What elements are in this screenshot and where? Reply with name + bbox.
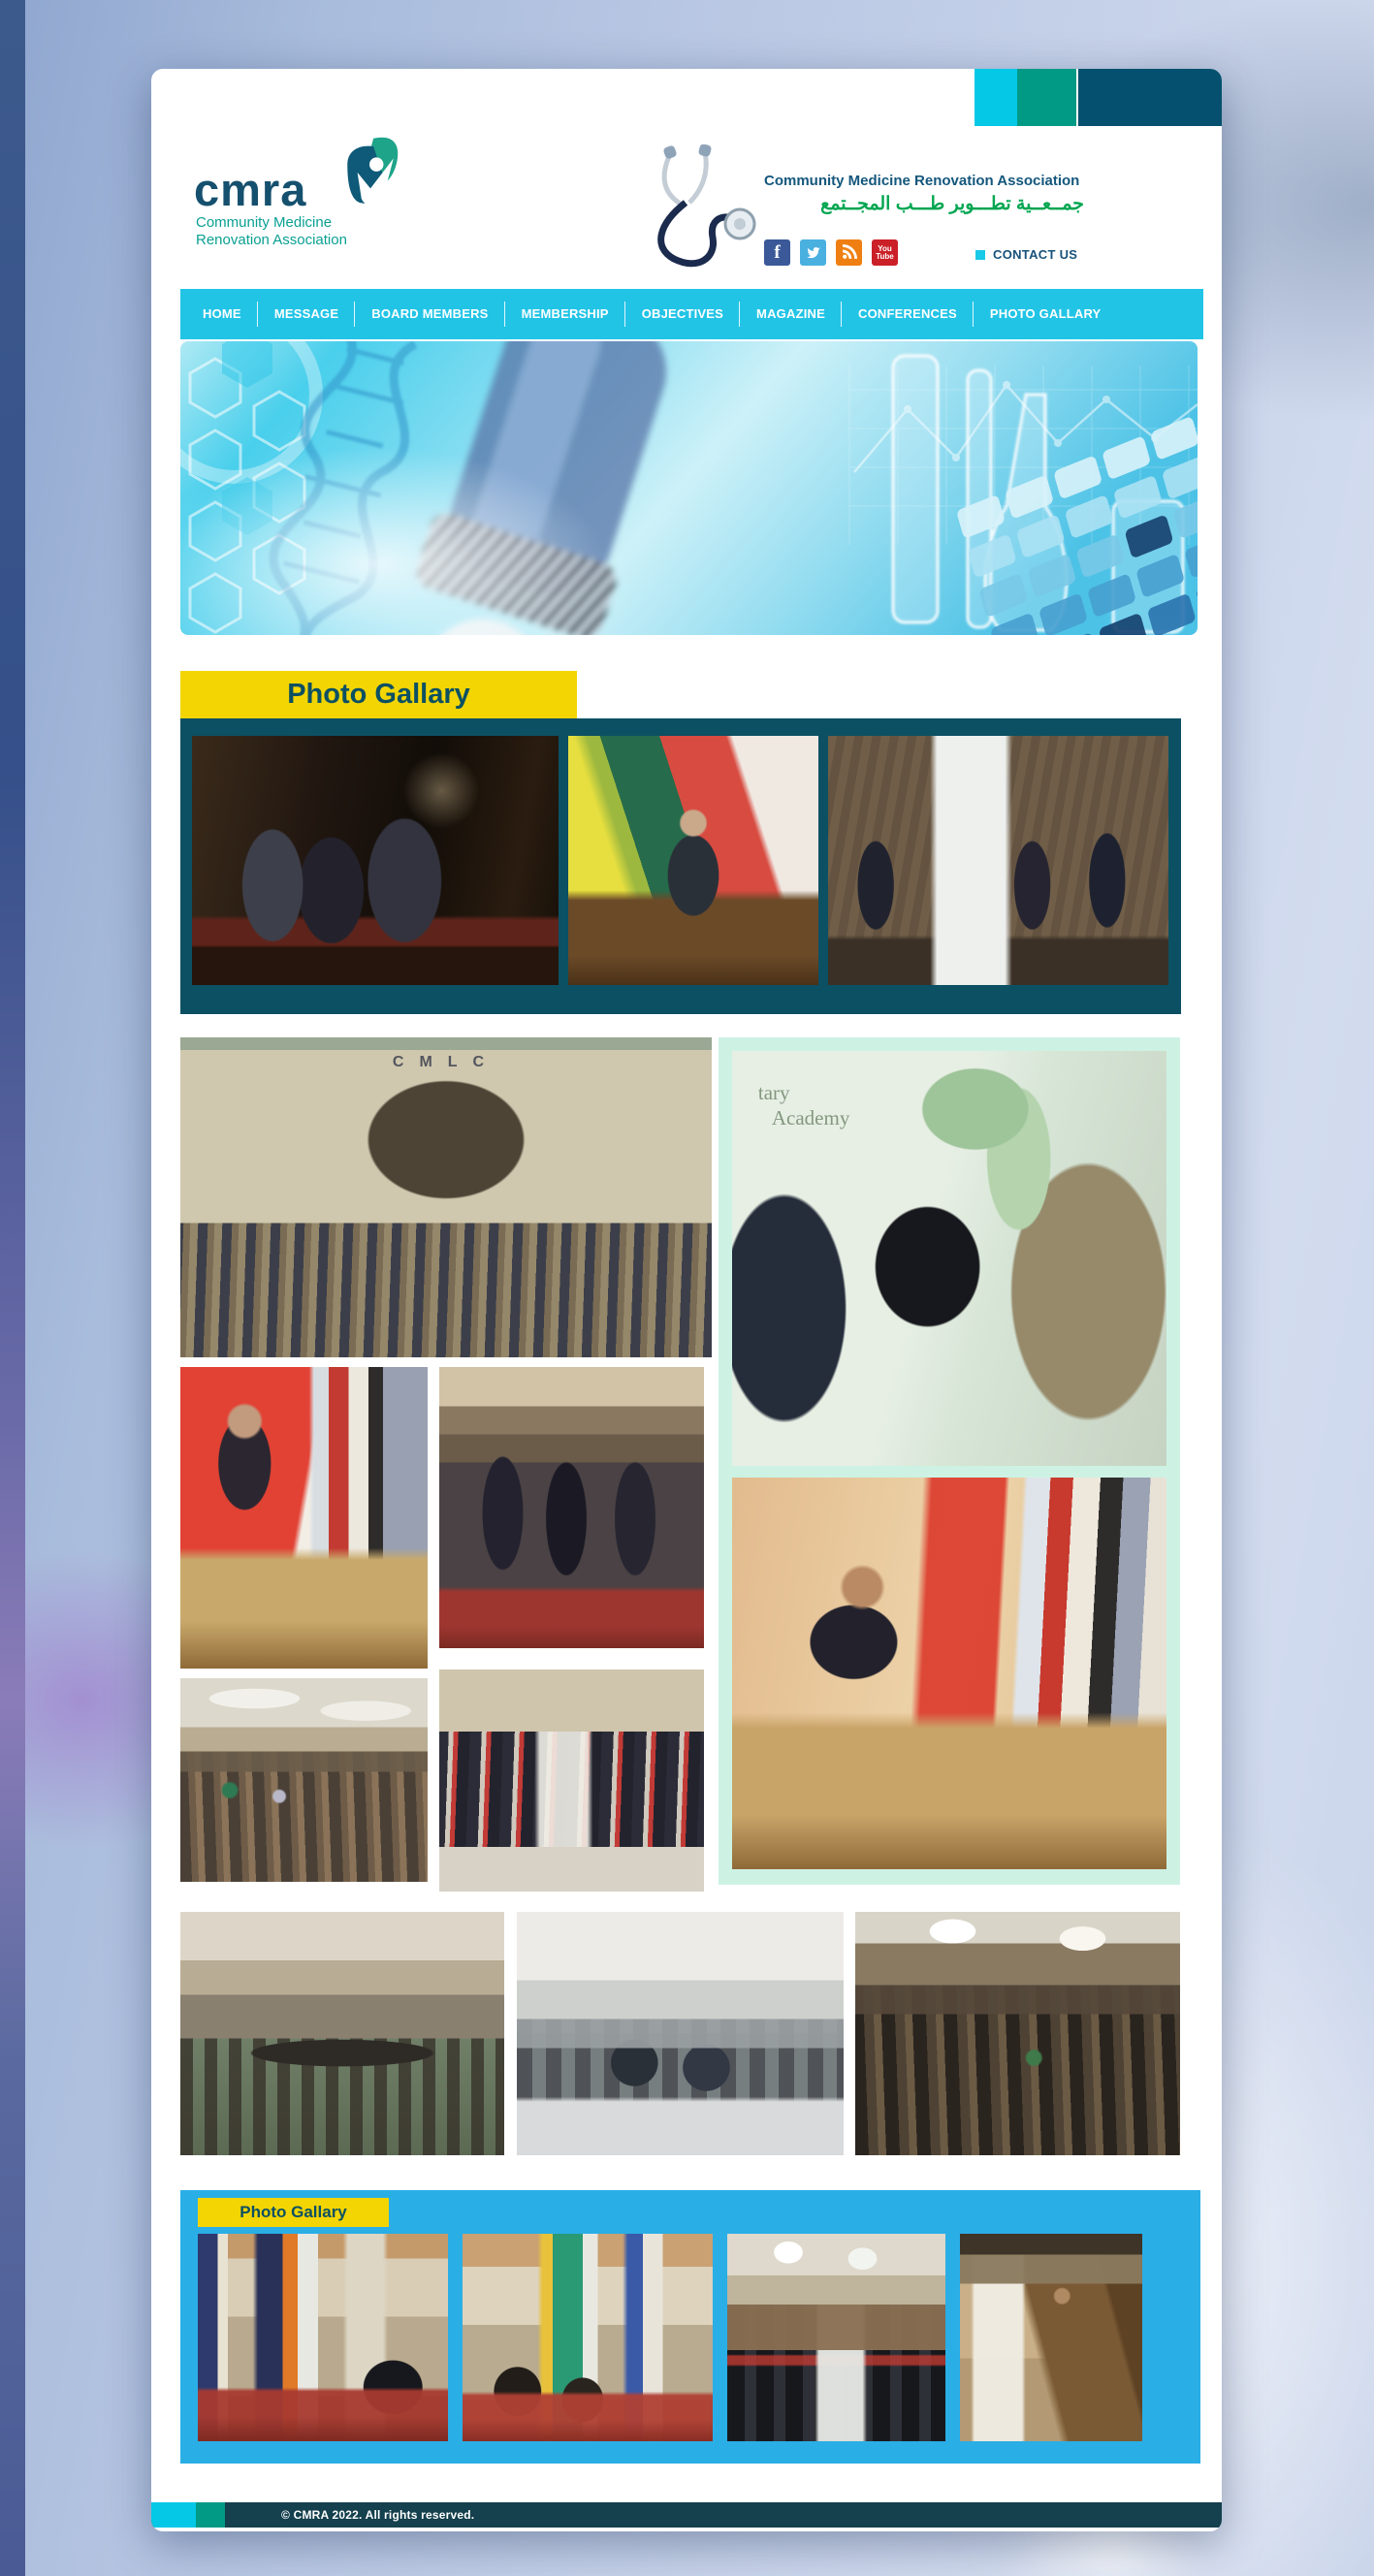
corner-block-cyan xyxy=(975,69,1017,126)
collage-photo-woman-podium[interactable] xyxy=(180,1367,428,1669)
collage-photo-stairs-group[interactable] xyxy=(439,1670,704,1892)
stethoscope-icon xyxy=(641,144,759,278)
photo-gallery-heading xyxy=(180,671,577,718)
bottom-photo-conference-hall[interactable] xyxy=(727,2234,945,2441)
collage-photo-trophy-group[interactable] xyxy=(439,1367,704,1648)
nav-item-membership[interactable]: MEMBERSHIP xyxy=(505,289,625,339)
org-name-ar: جمــعــية تطـــوير طـــب المجــتمع xyxy=(820,194,1084,214)
logo-tagline-line1: Community Medicine xyxy=(196,214,333,231)
logo-tagline xyxy=(196,214,347,249)
cmlc-building-sign: CMLC xyxy=(392,1053,500,1070)
meeting-photo-roundtable[interactable] xyxy=(517,1912,844,2155)
bottom-gallery-heading xyxy=(198,2198,389,2227)
contact-bullet-icon xyxy=(975,250,985,260)
highlight-photo-speaker-flags[interactable] xyxy=(732,1478,1166,1869)
bottom-photo-exhibition-1[interactable] xyxy=(198,2234,448,2441)
nav-item-board-members[interactable]: BOARD MEMBERS xyxy=(355,289,504,339)
academy-text-line2: Academy xyxy=(771,1105,850,1129)
social-links xyxy=(764,239,898,266)
copyright-text: © CMRA 2022. All rights reserved. xyxy=(281,2508,475,2522)
photo-collage xyxy=(180,1037,1180,1892)
contact-us-link[interactable] xyxy=(975,247,1077,262)
youtube-text-line2: Tube xyxy=(876,251,894,261)
twitter-icon[interactable] xyxy=(800,239,826,266)
nav-item-conferences[interactable]: CONFERENCES xyxy=(842,289,974,339)
facebook-icon[interactable]: f xyxy=(764,239,790,266)
youtube-text-line1: You xyxy=(878,243,892,253)
logo[interactable] xyxy=(194,136,427,257)
meetings-row xyxy=(180,1912,1180,2155)
bottom-gallery xyxy=(180,2190,1200,2464)
featured-gallery xyxy=(180,718,1181,1014)
featured-photo-event-guests[interactable] xyxy=(192,736,559,985)
bottom-gallery-row xyxy=(198,2234,1200,2441)
main-nav xyxy=(180,289,1203,339)
collage-subrow xyxy=(180,1367,712,1892)
featured-photo-delegates-banner[interactable] xyxy=(828,736,1168,985)
meeting-photo-lecture-audience[interactable] xyxy=(855,1912,1180,2155)
nav-item-objectives[interactable]: OBJECTIVES xyxy=(625,289,740,339)
nav-item-magazine[interactable]: MAGAZINE xyxy=(740,289,842,339)
nav-item-photo-gallary[interactable]: PHOTO GALLARY xyxy=(989,306,1102,321)
nav-item-message[interactable]: MESSAGE xyxy=(258,289,355,339)
footer-block-green xyxy=(196,2502,225,2528)
bottom-photo-exhibition-2[interactable] xyxy=(463,2234,713,2441)
corner-block-dark xyxy=(1078,69,1222,126)
academy-screen-text xyxy=(758,1080,849,1130)
collage-left-column xyxy=(180,1037,712,1892)
logo-tagline-line2: Renovation Association xyxy=(196,232,347,248)
org-name-block xyxy=(764,172,1084,215)
youtube-icon[interactable] xyxy=(872,239,898,266)
contact-label: CONTACT US xyxy=(993,247,1078,262)
site-card xyxy=(151,69,1222,2531)
academy-text-line1: tary xyxy=(757,1080,790,1104)
corner-block-green xyxy=(1017,69,1076,126)
background-left-strip xyxy=(0,0,25,2576)
org-name-en: Community Medicine Renovation Association xyxy=(764,173,1080,189)
footer-block-cyan xyxy=(151,2502,196,2528)
collage-photo-cmlc-group[interactable] xyxy=(180,1037,712,1357)
meeting-photo-boardroom[interactable] xyxy=(180,1912,504,2155)
featured-photo-keynote-speaker[interactable] xyxy=(568,736,818,985)
rss-icon[interactable] xyxy=(836,239,862,266)
footer xyxy=(151,2502,1222,2528)
logo-text: cmra xyxy=(194,164,307,215)
hero-banner xyxy=(180,341,1198,635)
bottom-photo-podium-speech[interactable] xyxy=(960,2234,1142,2441)
highlight-photo-handshake[interactable] xyxy=(732,1051,1166,1466)
bottom-gallery-heading-label: Photo Gallary xyxy=(240,2203,347,2221)
nav-item-home[interactable]: HOME xyxy=(186,289,258,339)
logo-mark-icon xyxy=(339,136,399,215)
card-bottom-padding xyxy=(151,2528,1222,2531)
collage-photo-audience[interactable] xyxy=(180,1678,428,1882)
collage-subcolumn-a xyxy=(180,1367,428,1892)
highlight-panel xyxy=(719,1037,1180,1885)
photo-gallery-heading-label: Photo Gallary xyxy=(287,679,470,710)
header xyxy=(151,69,1222,289)
collage-subcolumn-b xyxy=(439,1367,704,1892)
